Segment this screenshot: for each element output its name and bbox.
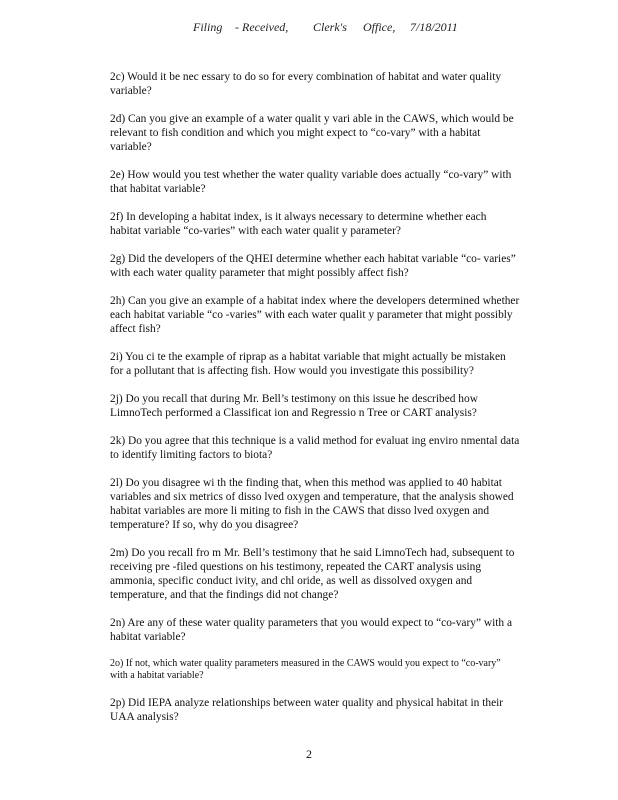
question-2j: 2j) Do you recall that during Mr. Bell’s testimony on this issue he described how LimnoTech performed a Classificat ion and Regressio n Tree or CART analysis?: [110, 393, 478, 419]
question-2h: 2h) Can you give an example of a habitat index where the developers determined whether each habitat variable “co -varies” with each water qualit y parameter that might possibly affect fish?: [110, 295, 520, 335]
question-2c: 2c) Would it be nec essary to do so for every combination of habitat and water quality variable?: [110, 71, 502, 97]
header-date: 7/18/2011: [410, 20, 458, 34]
question-2e: 2e) How would you test whether the water quality variable does actually “co-vary” with that habitat variable?: [110, 169, 512, 195]
question-2k: 2k) Do you agree that this technique is a valid method for evaluat ing enviro nmental data to identify limiting factors to biota?: [110, 435, 520, 461]
question-2n: 2n) Are any of these water quality parameters that you would expect to “co-vary” with a habitat variable?: [110, 617, 513, 643]
question-2m: 2m) Do you recall fro m Mr. Bell’s testimony that he said LimnoTech had, subsequent to receiving pre -filed questions on his testimony, repeated the CART analysis using ammonia, specific conduct ivity, and chl oride, as well as dissolved oxygen and temperature, and that the findings did not change?: [110, 547, 515, 601]
question-2f: 2f) In developing a habitat index, is it always necessary to determine whether each habitat variable “co-varies” with each water qualit y parameter?: [110, 211, 487, 237]
question-2p: 2p) Did IEPA analyze relationships between water quality and physical habitat in their UAA analysis?: [110, 697, 504, 723]
page-number: 2: [306, 747, 312, 761]
question-2i: 2i) You ci te the example of riprap as a habitat variable that might actually be mistaken for a pollutant that is affecting fish. How would you investigate this possibility?: [110, 351, 506, 377]
questions-list: [110, 70, 542, 738]
header-received: - Received,: [235, 20, 289, 34]
question-2l: 2l) Do you disagree wi th the finding that, when this method was applied to 40 habitat variables and six metrics of disso lved oxygen and temperature, that the analysis showed habitat variables are more li miting to fish in the CAWS that disso lved oxygen and temperature? If so, why do you disagree?: [110, 477, 514, 531]
header-office: Office,: [363, 20, 396, 34]
header-clerks: Clerk's: [313, 20, 347, 34]
question-2g: 2g) Did the developers of the QHEI determine whether each habitat variable “co- varies” with each water quality parameter that might possibly affect fish?: [110, 253, 516, 279]
question-2d: 2d) Can you give an example of a water qualit y vari able in the CAWS, which would be relevant to fish condition and which you might expect to “co-vary” with a habitat variable?: [110, 113, 514, 153]
question-2o: 2o) If not, which water quality parameters measured in the CAWS would you expect to “co-vary” with a habitat variable?: [110, 658, 501, 681]
header-filing: Filing: [193, 20, 223, 34]
